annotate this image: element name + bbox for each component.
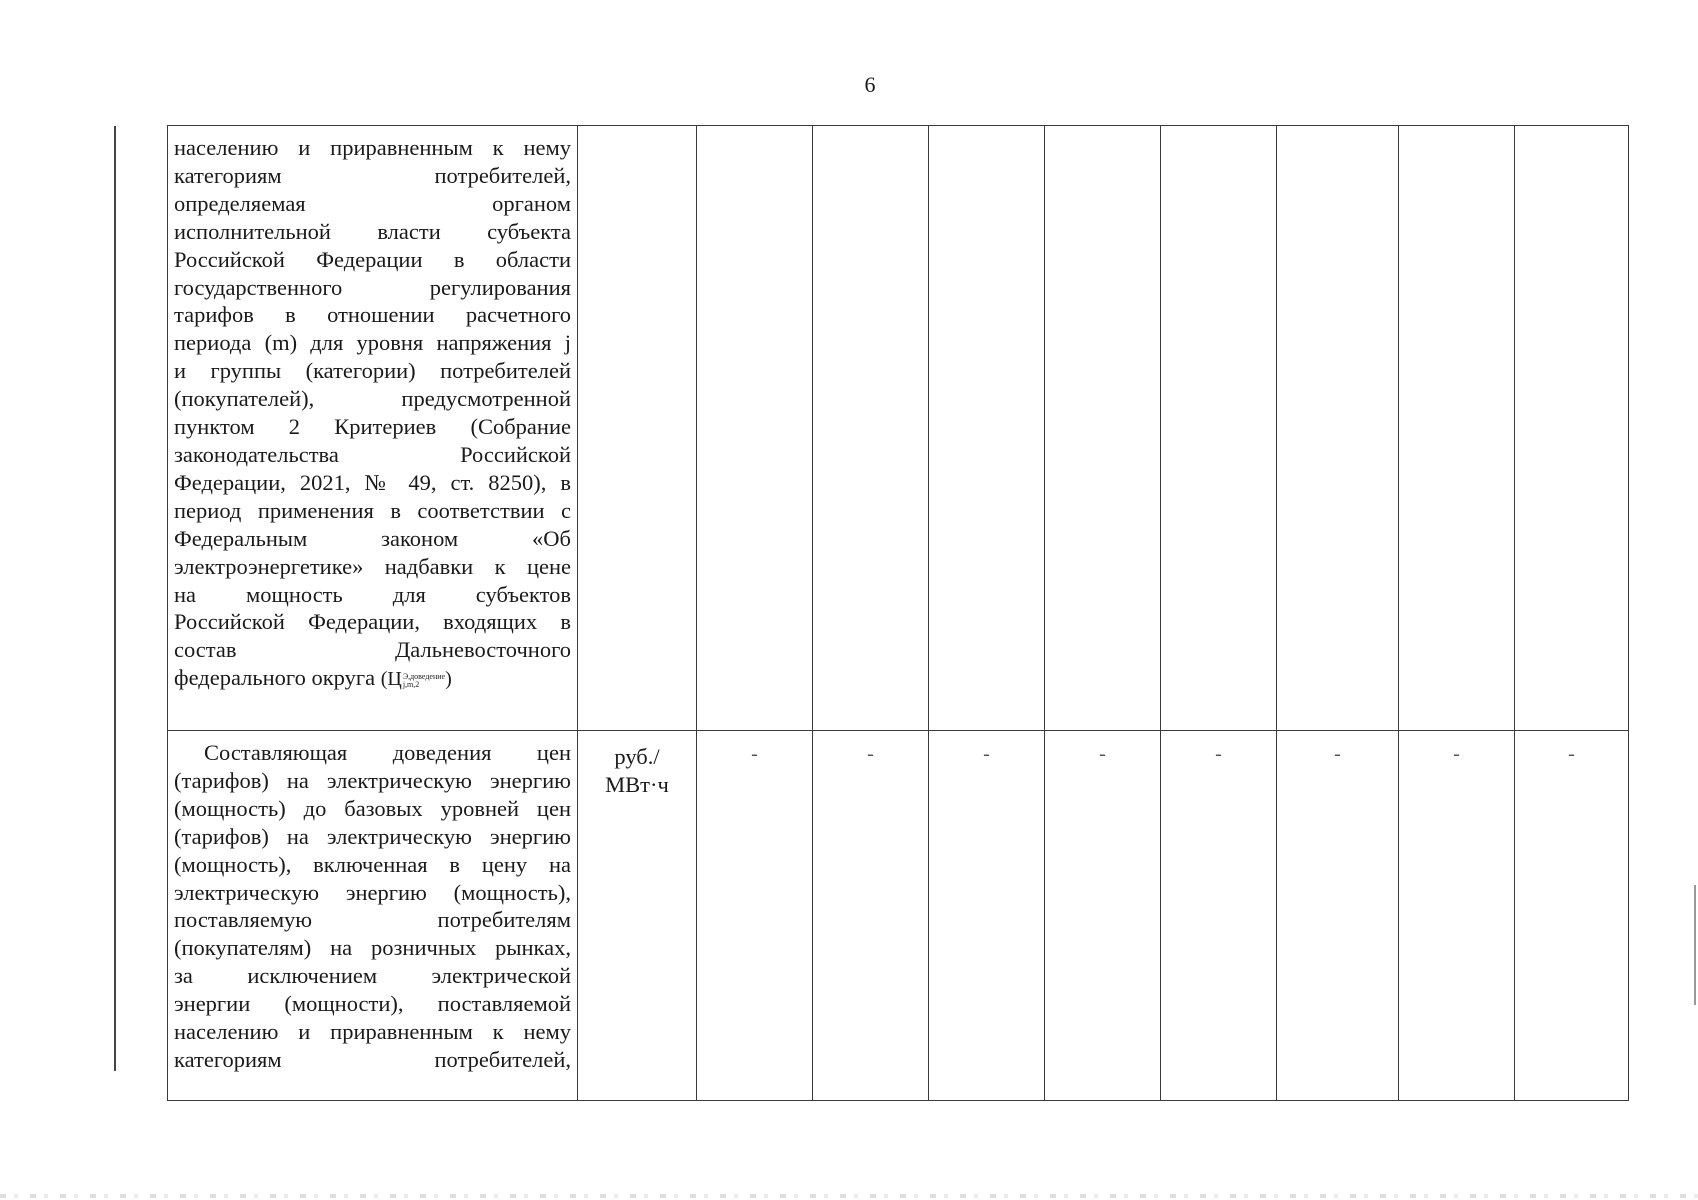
- description-line: состав Дальневосточного: [174, 637, 571, 663]
- unit-cell: [578, 126, 697, 731]
- description-line: категориям потребителей,: [174, 1046, 571, 1072]
- description-line: Российской Федерации в области: [174, 246, 571, 272]
- description-line: поставляемую потребителям: [174, 907, 571, 933]
- symbol-subscript: j,m,2: [402, 679, 420, 689]
- description-line: исполнительной власти субъекта: [174, 218, 571, 244]
- description-line: Составляющая доведения цен: [204, 740, 571, 765]
- value-cell: -: [813, 731, 929, 1101]
- description-line: на мощность для субъектов: [174, 581, 571, 607]
- description-line: населению и приравненным к нему: [174, 135, 571, 160]
- value-cell: [1045, 126, 1161, 731]
- value-cell: -: [1161, 731, 1277, 1101]
- description-line: период применения в соответствии с: [174, 497, 571, 523]
- symbol-superscript: Э,доведение: [402, 671, 446, 681]
- value-cell: -: [697, 731, 813, 1101]
- formula-symbol: (Ц Э,доведение j,m,2 ): [380, 668, 452, 691]
- description-line: определяемая органом: [174, 190, 571, 216]
- description-cell: [168, 126, 578, 731]
- symbol-base: Ц: [387, 668, 402, 691]
- value-cell: [929, 126, 1045, 731]
- page-number: 6: [864, 72, 876, 97]
- description-line: государственного регулирования: [174, 274, 571, 300]
- description-line: категориям потребителей,: [174, 162, 571, 188]
- description-line: населению и приравненным к нему: [174, 1019, 571, 1045]
- value-cell: [813, 126, 929, 731]
- value-cell: [1515, 126, 1629, 731]
- description-line: Российской Федерации, входящих в: [174, 609, 571, 635]
- description-line: (тарифов) на электрическую энергию: [174, 767, 571, 793]
- value-cell: -: [929, 731, 1045, 1101]
- description-line: Федеральным законом «Об: [174, 525, 571, 551]
- value-cell: -: [1045, 731, 1161, 1101]
- description-line: (покупателей), предусмотренной: [174, 386, 571, 412]
- description-line: и группы (категории) потребителей: [174, 358, 571, 384]
- description-line: периода (m) для уровня напряжения j: [174, 330, 571, 356]
- unit-line: руб./: [614, 744, 660, 769]
- description-line: законодательства Российской: [174, 441, 571, 467]
- description-cell: [168, 731, 578, 1101]
- unit-line: МВт·ч: [605, 772, 669, 797]
- table-row: [168, 126, 1629, 731]
- description-line: Федерации, 2021, № 49, ст. 8250), в: [174, 469, 571, 495]
- symbol-indices: [403, 673, 445, 689]
- description-line: федерального округа: [174, 665, 376, 691]
- value-cell: -: [1277, 731, 1399, 1101]
- table-row: [168, 731, 1629, 1101]
- description-line: энергии (мощности), поставляемой: [174, 991, 571, 1017]
- description-line: (мощность), включенная в цену на: [174, 851, 571, 877]
- description-last-line: [174, 664, 571, 694]
- description-line: (тарифов) на электрическую энергию: [174, 823, 571, 849]
- description-line: (покупателям) на розничных рынках,: [174, 935, 571, 961]
- value-cell: -: [1515, 731, 1629, 1101]
- scan-edge-line: [1694, 885, 1696, 1005]
- value-cell: [1277, 126, 1399, 731]
- description-line: тарифов в отношении расчетного: [174, 302, 571, 328]
- description-line: за исключением электрической: [174, 963, 571, 989]
- value-cell: [697, 126, 813, 731]
- tariff-table: [167, 125, 1629, 1101]
- value-cell: [1399, 126, 1515, 731]
- binding-margin-line: [114, 126, 116, 1071]
- description-line: электроэнергетике» надбавки к цене: [174, 553, 571, 579]
- description-line: электрическую энергию (мощность),: [174, 879, 571, 905]
- unit-cell: [578, 731, 697, 1101]
- description-line: пунктом 2 Критериев (Собрание: [174, 414, 571, 440]
- scan-artifact: [0, 1194, 1698, 1198]
- value-cell: -: [1399, 731, 1515, 1101]
- value-cell: [1161, 126, 1277, 731]
- description-line: (мощность) до базовых уровней цен: [174, 795, 571, 821]
